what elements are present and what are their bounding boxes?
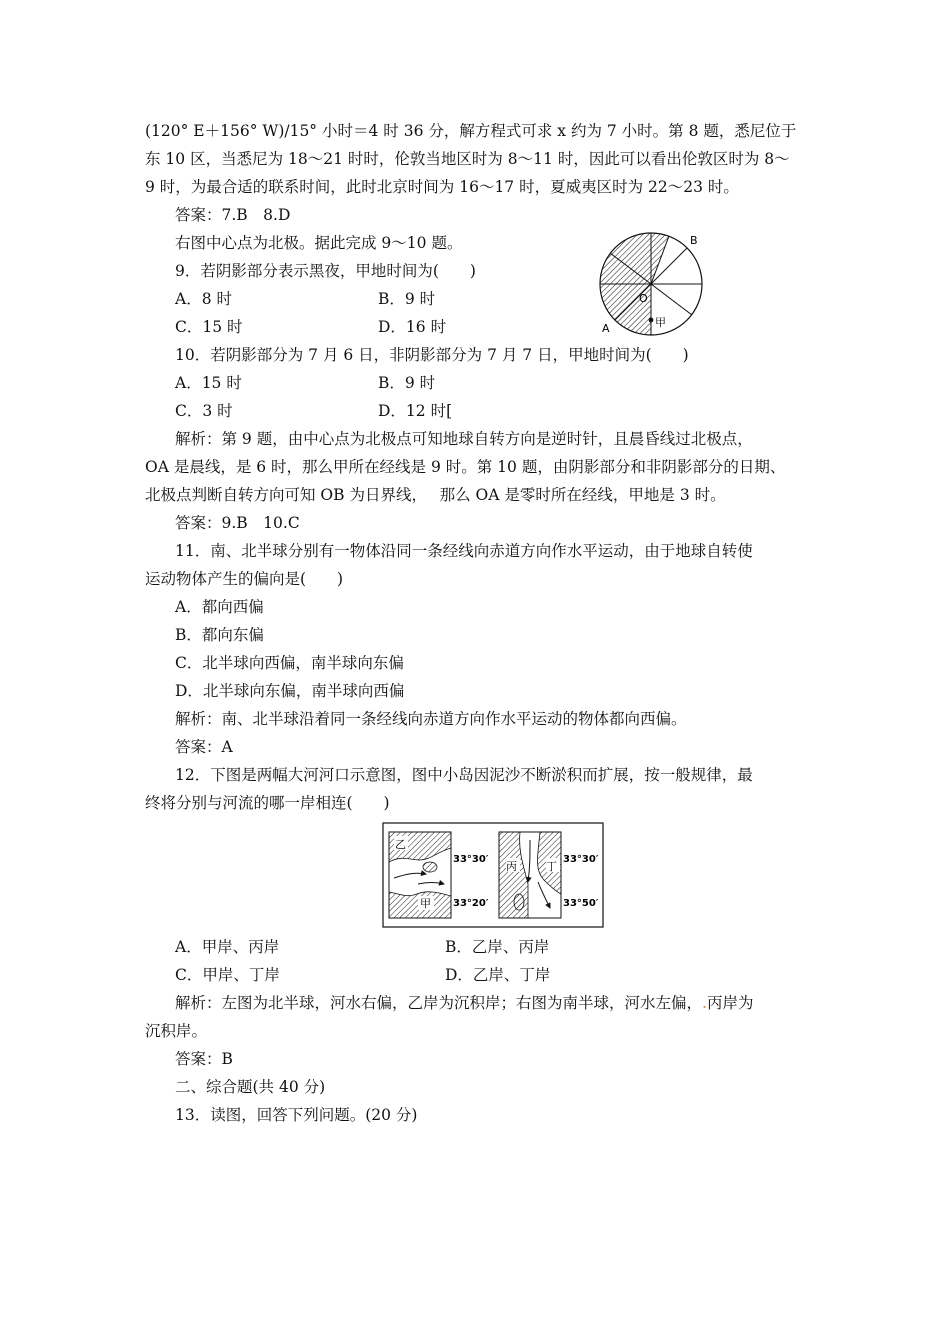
label-bing: 丙 [506,860,517,873]
question-13: 13．读图，回答下列问题。(20 分) [175,1106,418,1124]
option-c: C．15 时 [175,318,243,336]
option-d: D．12 时[ [378,402,453,420]
label-b: B [690,234,698,247]
latitude-label: 33°20′ [453,898,489,909]
label-jia: 甲 [655,316,666,329]
label-o: O [639,292,648,305]
answer-line: 答案：7.B 8.D [175,206,291,224]
answer-line: 答案：B [175,1050,233,1068]
explanation-line: 沉积岸。 [145,1022,208,1040]
estuary-diagram [382,822,604,928]
explanation-line [175,993,753,1013]
explanation-text: 丙岸为 [706,994,754,1012]
question-11-cont: 运动物体产生的偏向是( ) [145,570,344,588]
polar-diagram [594,232,710,344]
question-12: 12．下图是两幅大河河口示意图，图中小岛因泥沙不断淤积而扩展，按一般规律，最 [175,766,753,784]
explanation-line: OA 是晨线，是 6 时，那么甲所在经线是 9 时。第 10 题，由阴影部分和非阴影部分的日期、 [145,458,786,476]
label-jia: 甲 [420,897,431,910]
option-c: C．甲岸、丁岸 [175,966,280,984]
option-a: A．15 时 [175,374,242,392]
text-line: 9 时，为最合适的联系时间，此时北京时间为 16～17 时，夏威夷区时为 22～23 时。 [145,178,739,196]
option-a: A．甲岸、丙岸 [175,938,280,956]
latitude-label: 33°30′ [453,854,489,865]
option-c: C．北半球向西偏，南半球向东偏 [175,654,404,672]
label-yi: 乙 [395,838,406,851]
section-heading: 二、综合题(共 40 分) [175,1078,326,1096]
option-a: A．8 时 [175,290,232,308]
option-d: D．16 时 [378,318,447,336]
stray-dot: . [702,994,707,1012]
latitude-label: 33°30′ [563,854,599,865]
option-b: B．都向东偏 [175,626,264,644]
latitude-label: 33°50′ [563,898,599,909]
question-10: 10．若阴影部分为 7 月 6 日，非阴影部分为 7 月 7 日，甲地时间为( ) [175,346,689,364]
option-d: D．乙岸、丁岸 [445,966,551,984]
option-a: A．都向西偏 [175,598,264,616]
explanation-line: 解析：南、北半球沿着同一条经线向赤道方向作水平运动的物体都向西偏。 [175,710,687,728]
label-ding: 丁 [546,860,557,873]
text-line: 东 10 区，当悉尼为 18～21 时时，伦敦当地区时为 8～11 时，因此可以看出伦敦区时为 8～ [145,150,790,168]
question-11: 11．南、北半球分别有一物体沿同一条经线向赤道方向作水平运动，由于地球自转使 [175,542,753,560]
option-b: B．9 时 [378,374,436,392]
explanation-line: 解析：第 9 题，由中心点为北极点可知地球自转方向是逆时针，且晨昏线过北极点， [175,430,753,448]
explanation-line: 北极点判断自转方向可知 OB 为日界线， 那么 OA 是零时所在经线，甲地是 3 时。 [145,486,726,504]
option-b: B．9 时 [378,290,436,308]
label-a: A [602,322,610,335]
question-9: 9．若阴影部分表示黑夜，甲地时间为( ) [175,262,476,280]
answer-line: 答案：A [175,738,233,756]
explanation-text: 解析：左图为北半球，河水右偏，乙岸为沉积岸；右图为南半球，河水左偏， [175,994,703,1012]
option-c: C．3 时 [175,402,233,420]
question-12-cont: 终将分别与河流的哪一岸相连( ) [145,794,390,812]
answer-line: 答案：9.B 10.C [175,514,300,532]
question-intro: 右图中心点为北极。据此完成 9～10 题。 [175,234,463,252]
option-d: D．北半球向东偏，南半球向西偏 [175,682,405,700]
text-line: (120° E＋156° W)/15° 小时＝4 时 36 分，解方程式可求 x 约为 7 小时。第 8 题，悉尼位于 [145,122,797,140]
option-b: B．乙岸、丙岸 [445,938,550,956]
